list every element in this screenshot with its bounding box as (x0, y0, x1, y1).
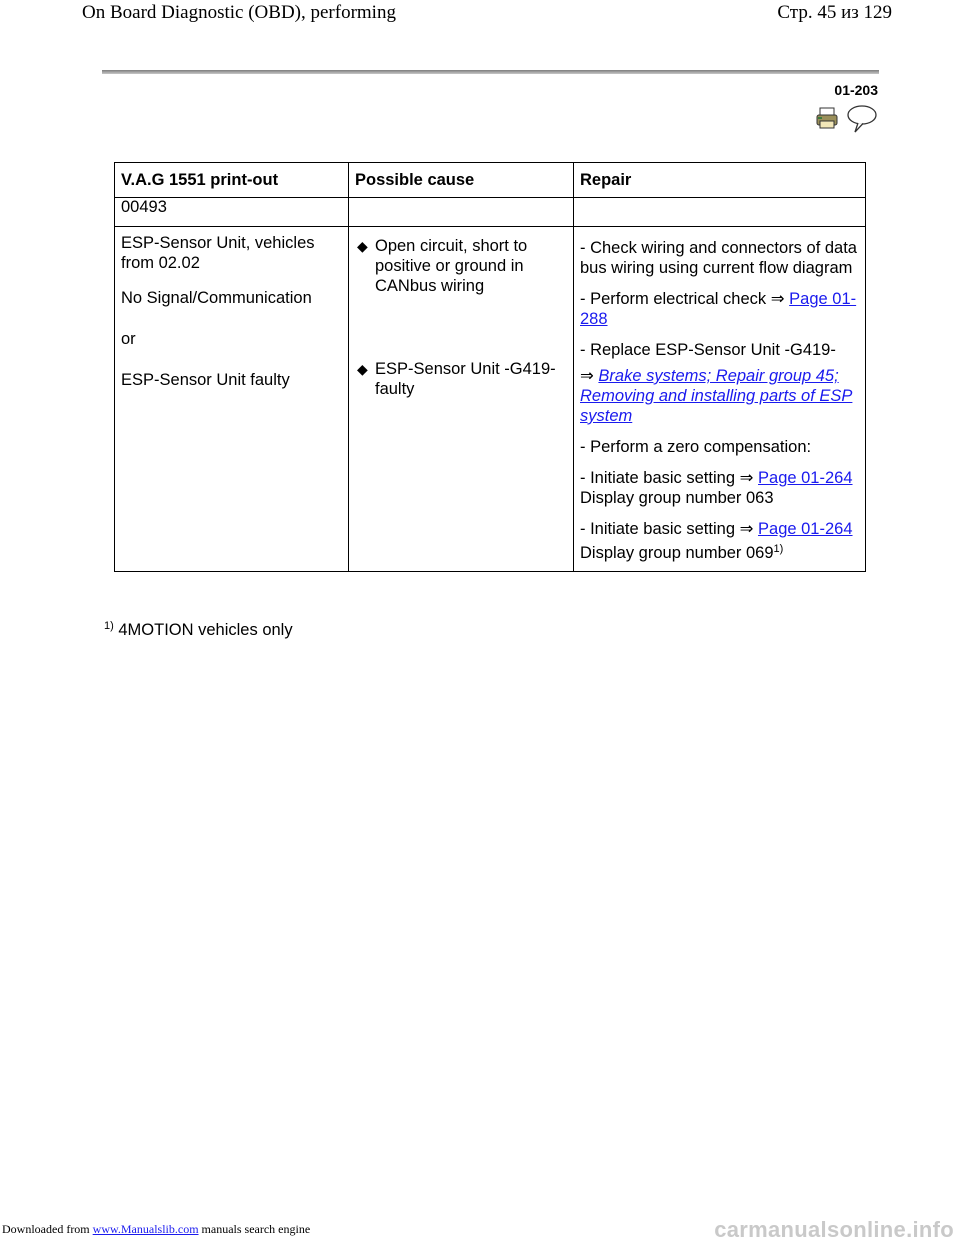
header-title: On Board Diagnostic (OBD), performing (82, 2, 396, 23)
repair-step: - Perform electrical check ⇒ Page 01-288 (580, 289, 857, 328)
repair-step: - Initiate basic setting ⇒ Page 01-264 Display group number 069$^{1)}$ (580, 519, 853, 562)
repair-step: - Check wiring and connectors of data bus wiring using current flow diagram (580, 239, 857, 277)
fault-code: 00493 (115, 198, 349, 227)
printer-icon[interactable] (815, 106, 839, 130)
footnote (104, 620, 293, 640)
table-row-detail (115, 227, 866, 572)
table-row-code (115, 198, 866, 227)
cause-text: ESP-Sensor Unit -G419- faulty (375, 360, 556, 398)
printout-cell (115, 227, 349, 572)
header-divider (102, 70, 879, 74)
cause-cell (349, 227, 574, 572)
page-code: 01-203 (834, 82, 878, 98)
diamond-bullet-icon: ◆ (357, 238, 368, 254)
printout-line: No Signal/Communication (121, 289, 312, 307)
column-header-printout: V.A.G 1551 print-out (115, 163, 349, 198)
column-header-cause: Possible cause (349, 163, 574, 198)
page-link[interactable]: Page 01-264 (758, 520, 853, 538)
manualslib-link[interactable]: www.Manualslib.com (92, 1222, 199, 1236)
repair-step: - Initiate basic setting ⇒ Page 01-264 Display group number 063 (580, 468, 853, 507)
cause-item (355, 236, 567, 296)
repair-cell (574, 227, 866, 572)
arrow-icon: ⇒ (770, 289, 785, 308)
brake-systems-link[interactable]: Brake systems; Repair group 45; Removing and installing parts of ESP system (580, 367, 853, 425)
speech-bubble-icon[interactable] (846, 104, 878, 134)
cause-item (355, 359, 567, 399)
page-link[interactable]: Page 01-288 (580, 290, 857, 328)
footnote-ref[interactable]: 1) (773, 543, 784, 555)
diagnostic-table (114, 162, 866, 572)
header-page-info: Стр. 45 из 129 (777, 2, 892, 23)
diamond-bullet-icon: ◆ (357, 361, 368, 377)
table-header-row (115, 163, 866, 198)
arrow-icon: ⇒ (739, 519, 754, 538)
printout-line: or (121, 330, 136, 348)
cause-text: Open circuit, short to positive or ground in CANbus wiring (375, 237, 528, 295)
printout-line: ESP-Sensor Unit faulty (121, 371, 290, 389)
empty-cell (349, 198, 574, 227)
arrow-icon: ⇒ (739, 468, 754, 487)
repair-step: - Replace ESP-Sensor Unit -G419- (580, 341, 836, 359)
printout-line: ESP-Sensor Unit, vehicles from 02.02 (121, 234, 315, 272)
page-link[interactable]: Page 01-264 (758, 469, 853, 487)
empty-cell (574, 198, 866, 227)
repair-step: - Perform a zero compensation: (580, 438, 812, 456)
download-footer: Downloaded from www.Manualslib.com manuals search engine (2, 1222, 311, 1236)
column-header-repair: Repair (574, 163, 866, 198)
footnote-text: 4MOTION vehicles only (118, 621, 293, 639)
repair-step (580, 366, 859, 426)
footnote-marker: 1) (104, 620, 114, 632)
arrow-icon: ⇒ (580, 366, 594, 385)
watermark: carmanualsonline.info (714, 1217, 954, 1242)
